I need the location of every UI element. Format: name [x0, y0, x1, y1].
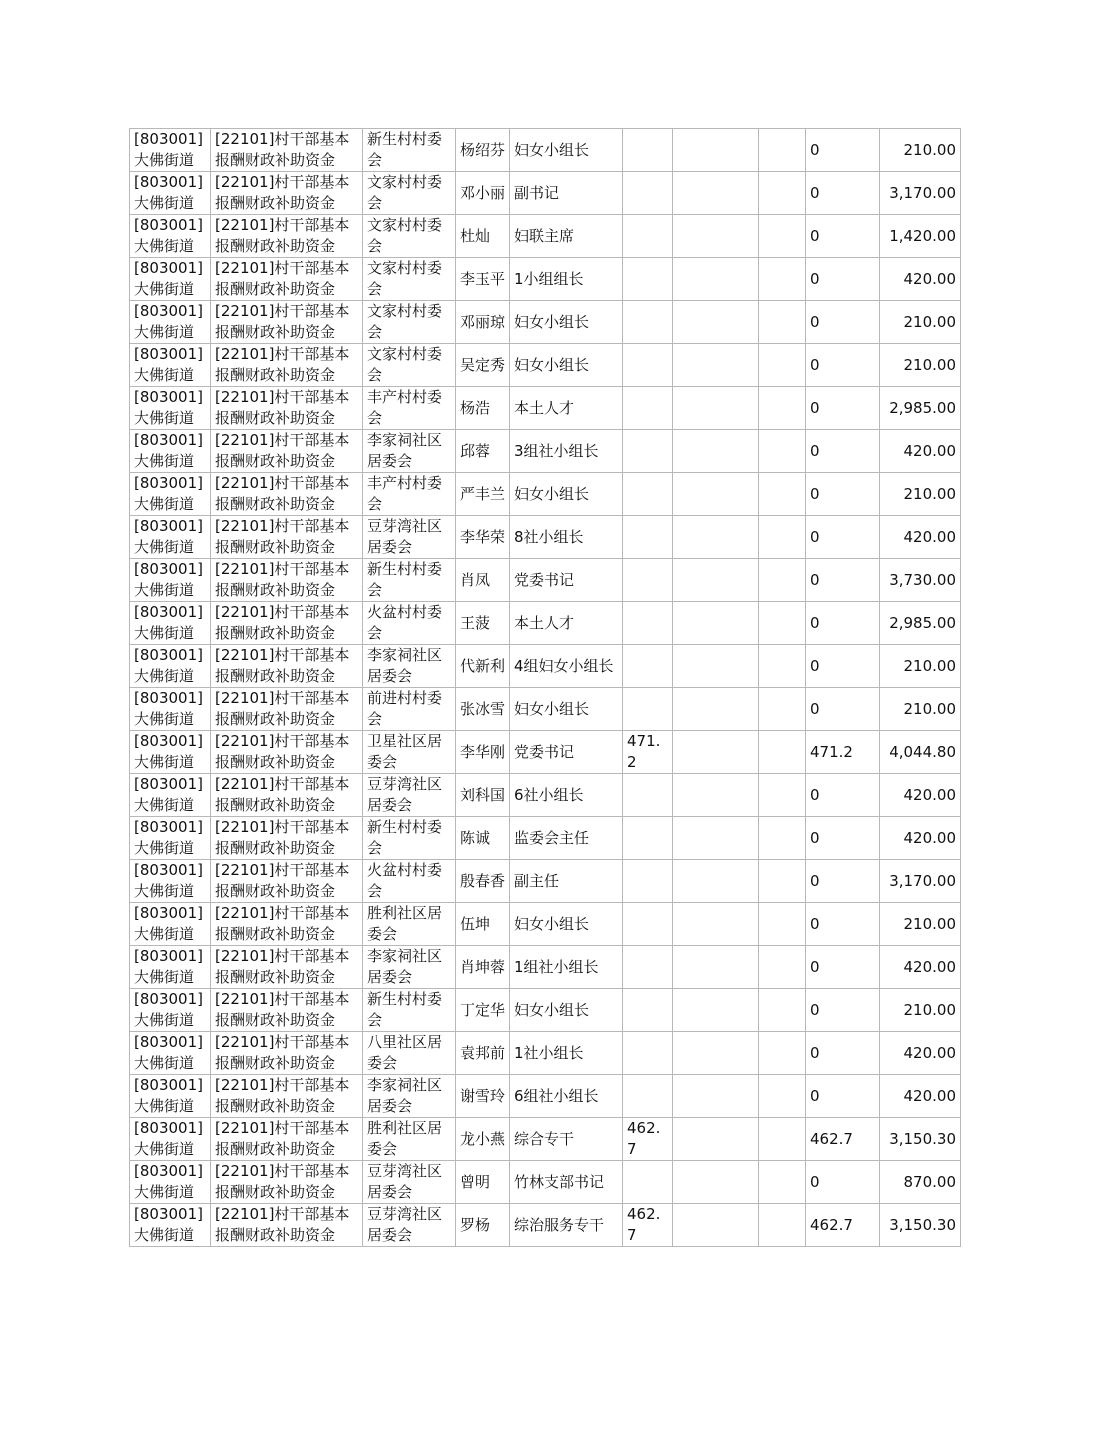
region-cell: [803001]大佛街道	[130, 129, 211, 172]
value-cell-6	[623, 688, 673, 731]
value-cell-6	[623, 129, 673, 172]
fund-cell: [22101]村干部基本报酬财政补助资金	[211, 559, 363, 602]
value-cell-7	[673, 1118, 759, 1161]
amount-cell: 3,170.00	[880, 172, 961, 215]
table-row	[130, 903, 961, 946]
region-cell: [803001]大佛街道	[130, 258, 211, 301]
amount-cell: 210.00	[880, 129, 961, 172]
value-cell-6	[623, 258, 673, 301]
name-cell: 陈诚	[456, 817, 510, 860]
region-cell: [803001]大佛街道	[130, 430, 211, 473]
value-cell-7	[673, 473, 759, 516]
table-row	[130, 645, 961, 688]
amount-cell: 210.00	[880, 473, 961, 516]
name-cell: 龙小燕	[456, 1118, 510, 1161]
name-cell: 王菠	[456, 602, 510, 645]
value-cell-7	[673, 387, 759, 430]
value-cell-8	[759, 860, 806, 903]
name-cell: 杨绍芬	[456, 129, 510, 172]
fund-cell: [22101]村干部基本报酬财政补助资金	[211, 344, 363, 387]
unit-cell: 李家祠社区居委会	[363, 946, 456, 989]
table-row	[130, 1204, 961, 1247]
unit-cell: 文家村村委会	[363, 215, 456, 258]
unit-cell: 豆芽湾社区居委会	[363, 774, 456, 817]
value-cell-7	[673, 215, 759, 258]
unit-cell: 丰产村村委会	[363, 387, 456, 430]
value-cell-8	[759, 1204, 806, 1247]
position-cell: 监委会主任	[510, 817, 623, 860]
fund-cell: [22101]村干部基本报酬财政补助资金	[211, 903, 363, 946]
amount-cell: 420.00	[880, 1032, 961, 1075]
table-row	[130, 774, 961, 817]
amount-cell: 420.00	[880, 946, 961, 989]
value-cell-9: 0	[806, 645, 880, 688]
position-cell: 3组社小组长	[510, 430, 623, 473]
value-cell-7	[673, 1032, 759, 1075]
region-cell: [803001]大佛街道	[130, 645, 211, 688]
name-cell: 代新利	[456, 645, 510, 688]
name-cell: 张冰雪	[456, 688, 510, 731]
unit-cell: 文家村村委会	[363, 301, 456, 344]
region-cell: [803001]大佛街道	[130, 344, 211, 387]
value-cell-7	[673, 774, 759, 817]
table-row	[130, 1118, 961, 1161]
value-cell-9: 0	[806, 215, 880, 258]
table-row	[130, 1161, 961, 1204]
value-cell-7	[673, 946, 759, 989]
value-cell-8	[759, 688, 806, 731]
value-cell-7	[673, 129, 759, 172]
value-cell-6: 462.7	[623, 1118, 673, 1161]
position-cell: 1社小组长	[510, 1032, 623, 1075]
value-cell-7	[673, 258, 759, 301]
fund-cell: [22101]村干部基本报酬财政补助资金	[211, 1032, 363, 1075]
table-row	[130, 1032, 961, 1075]
region-cell: [803001]大佛街道	[130, 989, 211, 1032]
amount-cell: 3,150.30	[880, 1118, 961, 1161]
table-row	[130, 387, 961, 430]
position-cell: 党委书记	[510, 731, 623, 774]
value-cell-9: 0	[806, 559, 880, 602]
value-cell-8	[759, 989, 806, 1032]
value-cell-7	[673, 559, 759, 602]
region-cell: [803001]大佛街道	[130, 774, 211, 817]
unit-cell: 豆芽湾社区居委会	[363, 1204, 456, 1247]
value-cell-6	[623, 344, 673, 387]
value-cell-6	[623, 559, 673, 602]
name-cell: 李华刚	[456, 731, 510, 774]
fund-cell: [22101]村干部基本报酬财政补助资金	[211, 387, 363, 430]
name-cell: 殷春香	[456, 860, 510, 903]
fund-cell: [22101]村干部基本报酬财政补助资金	[211, 129, 363, 172]
amount-cell: 420.00	[880, 516, 961, 559]
fund-cell: [22101]村干部基本报酬财政补助资金	[211, 172, 363, 215]
table-row	[130, 731, 961, 774]
value-cell-8	[759, 215, 806, 258]
value-cell-6: 462.7	[623, 1204, 673, 1247]
value-cell-8	[759, 344, 806, 387]
value-cell-6	[623, 301, 673, 344]
unit-cell: 李家祠社区居委会	[363, 645, 456, 688]
value-cell-9: 0	[806, 1161, 880, 1204]
value-cell-9: 0	[806, 989, 880, 1032]
amount-cell: 420.00	[880, 430, 961, 473]
value-cell-6	[623, 860, 673, 903]
value-cell-6	[623, 903, 673, 946]
unit-cell: 新生村村委会	[363, 129, 456, 172]
unit-cell: 文家村村委会	[363, 344, 456, 387]
value-cell-7	[673, 860, 759, 903]
value-cell-8	[759, 387, 806, 430]
value-cell-9: 0	[806, 258, 880, 301]
unit-cell: 胜利社区居委会	[363, 903, 456, 946]
unit-cell: 文家村村委会	[363, 258, 456, 301]
region-cell: [803001]大佛街道	[130, 516, 211, 559]
value-cell-9: 0	[806, 946, 880, 989]
amount-cell: 420.00	[880, 1075, 961, 1118]
region-cell: [803001]大佛街道	[130, 731, 211, 774]
value-cell-6	[623, 645, 673, 688]
unit-cell: 新生村村委会	[363, 559, 456, 602]
value-cell-9: 0	[806, 129, 880, 172]
unit-cell: 卫星社区居委会	[363, 731, 456, 774]
unit-cell: 胜利社区居委会	[363, 1118, 456, 1161]
value-cell-7	[673, 1075, 759, 1118]
position-cell: 4组妇女小组长	[510, 645, 623, 688]
region-cell: [803001]大佛街道	[130, 387, 211, 430]
unit-cell: 新生村村委会	[363, 989, 456, 1032]
amount-cell: 210.00	[880, 645, 961, 688]
position-cell: 综合专干	[510, 1118, 623, 1161]
table-row	[130, 172, 961, 215]
position-cell: 妇女小组长	[510, 989, 623, 1032]
position-cell: 妇女小组长	[510, 344, 623, 387]
name-cell: 杜灿	[456, 215, 510, 258]
value-cell-8	[759, 1118, 806, 1161]
unit-cell: 李家祠社区居委会	[363, 1075, 456, 1118]
value-cell-8	[759, 645, 806, 688]
value-cell-9: 0	[806, 860, 880, 903]
position-cell: 副主任	[510, 860, 623, 903]
amount-cell: 210.00	[880, 989, 961, 1032]
value-cell-7	[673, 301, 759, 344]
region-cell: [803001]大佛街道	[130, 473, 211, 516]
table-row	[130, 817, 961, 860]
fund-cell: [22101]村干部基本报酬财政补助资金	[211, 430, 363, 473]
amount-cell: 1,420.00	[880, 215, 961, 258]
position-cell: 妇女小组长	[510, 473, 623, 516]
amount-cell: 3,150.30	[880, 1204, 961, 1247]
value-cell-6	[623, 817, 673, 860]
region-cell: [803001]大佛街道	[130, 602, 211, 645]
region-cell: [803001]大佛街道	[130, 1204, 211, 1247]
name-cell: 肖凤	[456, 559, 510, 602]
value-cell-9: 0	[806, 387, 880, 430]
value-cell-8	[759, 602, 806, 645]
table-body	[130, 129, 961, 1247]
value-cell-7	[673, 989, 759, 1032]
unit-cell: 豆芽湾社区居委会	[363, 516, 456, 559]
table-row	[130, 516, 961, 559]
region-cell: [803001]大佛街道	[130, 301, 211, 344]
fund-cell: [22101]村干部基本报酬财政补助资金	[211, 774, 363, 817]
region-cell: [803001]大佛街道	[130, 688, 211, 731]
region-cell: [803001]大佛街道	[130, 559, 211, 602]
fund-cell: [22101]村干部基本报酬财政补助资金	[211, 602, 363, 645]
amount-cell: 210.00	[880, 301, 961, 344]
region-cell: [803001]大佛街道	[130, 172, 211, 215]
position-cell: 本土人才	[510, 387, 623, 430]
value-cell-6	[623, 387, 673, 430]
value-cell-8	[759, 129, 806, 172]
region-cell: [803001]大佛街道	[130, 817, 211, 860]
name-cell: 伍坤	[456, 903, 510, 946]
amount-cell: 3,730.00	[880, 559, 961, 602]
amount-cell: 210.00	[880, 344, 961, 387]
fund-cell: [22101]村干部基本报酬财政补助资金	[211, 946, 363, 989]
position-cell: 妇女小组长	[510, 129, 623, 172]
position-cell: 妇女小组长	[510, 688, 623, 731]
value-cell-7	[673, 172, 759, 215]
value-cell-9: 0	[806, 817, 880, 860]
position-cell: 竹林支部书记	[510, 1161, 623, 1204]
unit-cell: 火盆村村委会	[363, 860, 456, 903]
fund-cell: [22101]村干部基本报酬财政补助资金	[211, 1161, 363, 1204]
fund-cell: [22101]村干部基本报酬财政补助资金	[211, 215, 363, 258]
value-cell-9: 0	[806, 602, 880, 645]
amount-cell: 210.00	[880, 688, 961, 731]
fund-cell: [22101]村干部基本报酬财政补助资金	[211, 1118, 363, 1161]
unit-cell: 火盆村村委会	[363, 602, 456, 645]
name-cell: 袁邦前	[456, 1032, 510, 1075]
value-cell-7	[673, 903, 759, 946]
value-cell-6	[623, 516, 673, 559]
name-cell: 谢雪玲	[456, 1075, 510, 1118]
name-cell: 丁定华	[456, 989, 510, 1032]
value-cell-9: 0	[806, 344, 880, 387]
unit-cell: 豆芽湾社区居委会	[363, 1161, 456, 1204]
value-cell-9: 0	[806, 473, 880, 516]
value-cell-6	[623, 473, 673, 516]
table-row	[130, 559, 961, 602]
value-cell-9: 0	[806, 903, 880, 946]
table-row	[130, 860, 961, 903]
position-cell: 党委书记	[510, 559, 623, 602]
unit-cell: 丰产村村委会	[363, 473, 456, 516]
name-cell: 邱蓉	[456, 430, 510, 473]
name-cell: 刘科国	[456, 774, 510, 817]
position-cell: 本土人才	[510, 602, 623, 645]
fund-cell: [22101]村干部基本报酬财政补助资金	[211, 860, 363, 903]
unit-cell: 文家村村委会	[363, 172, 456, 215]
value-cell-7	[673, 1204, 759, 1247]
position-cell: 副书记	[510, 172, 623, 215]
name-cell: 邓小丽	[456, 172, 510, 215]
value-cell-9: 471.2	[806, 731, 880, 774]
value-cell-7	[673, 344, 759, 387]
name-cell: 严丰兰	[456, 473, 510, 516]
unit-cell: 八里社区居委会	[363, 1032, 456, 1075]
position-cell: 1组社小组长	[510, 946, 623, 989]
value-cell-8	[759, 1032, 806, 1075]
fund-cell: [22101]村干部基本报酬财政补助资金	[211, 258, 363, 301]
value-cell-8	[759, 817, 806, 860]
value-cell-6	[623, 430, 673, 473]
value-cell-6	[623, 1032, 673, 1075]
value-cell-8	[759, 301, 806, 344]
amount-cell: 870.00	[880, 1161, 961, 1204]
payment-table	[129, 128, 961, 1247]
value-cell-6	[623, 1161, 673, 1204]
region-cell: [803001]大佛街道	[130, 903, 211, 946]
value-cell-7	[673, 602, 759, 645]
position-cell: 6社小组长	[510, 774, 623, 817]
amount-cell: 2,985.00	[880, 602, 961, 645]
fund-cell: [22101]村干部基本报酬财政补助资金	[211, 817, 363, 860]
table-row	[130, 946, 961, 989]
fund-cell: [22101]村干部基本报酬财政补助资金	[211, 645, 363, 688]
position-cell: 妇联主席	[510, 215, 623, 258]
table-row	[130, 430, 961, 473]
fund-cell: [22101]村干部基本报酬财政补助资金	[211, 516, 363, 559]
value-cell-8	[759, 172, 806, 215]
value-cell-7	[673, 430, 759, 473]
table-row	[130, 989, 961, 1032]
unit-cell: 前进村村委会	[363, 688, 456, 731]
value-cell-6	[623, 602, 673, 645]
position-cell: 妇女小组长	[510, 903, 623, 946]
region-cell: [803001]大佛街道	[130, 215, 211, 258]
name-cell: 李华荣	[456, 516, 510, 559]
value-cell-6: 471.2	[623, 731, 673, 774]
value-cell-8	[759, 1075, 806, 1118]
table-row	[130, 1075, 961, 1118]
name-cell: 肖坤蓉	[456, 946, 510, 989]
amount-cell: 4,044.80	[880, 731, 961, 774]
name-cell: 杨浩	[456, 387, 510, 430]
value-cell-6	[623, 172, 673, 215]
fund-cell: [22101]村干部基本报酬财政补助资金	[211, 731, 363, 774]
amount-cell: 2,985.00	[880, 387, 961, 430]
value-cell-9: 0	[806, 688, 880, 731]
value-cell-9: 0	[806, 1075, 880, 1118]
value-cell-6	[623, 215, 673, 258]
region-cell: [803001]大佛街道	[130, 1075, 211, 1118]
region-cell: [803001]大佛街道	[130, 946, 211, 989]
name-cell: 曾明	[456, 1161, 510, 1204]
table-row	[130, 688, 961, 731]
region-cell: [803001]大佛街道	[130, 1032, 211, 1075]
position-cell: 综治服务专干	[510, 1204, 623, 1247]
value-cell-6	[623, 1075, 673, 1118]
value-cell-8	[759, 430, 806, 473]
position-cell: 1小组组长	[510, 258, 623, 301]
fund-cell: [22101]村干部基本报酬财政补助资金	[211, 1075, 363, 1118]
value-cell-9: 0	[806, 301, 880, 344]
unit-cell: 新生村村委会	[363, 817, 456, 860]
value-cell-8	[759, 1161, 806, 1204]
value-cell-9: 0	[806, 430, 880, 473]
name-cell: 邓丽琼	[456, 301, 510, 344]
value-cell-8	[759, 473, 806, 516]
value-cell-8	[759, 903, 806, 946]
value-cell-6	[623, 989, 673, 1032]
value-cell-7	[673, 688, 759, 731]
table-row	[130, 301, 961, 344]
name-cell: 吴定秀	[456, 344, 510, 387]
name-cell: 罗杨	[456, 1204, 510, 1247]
unit-cell: 李家祠社区居委会	[363, 430, 456, 473]
value-cell-7	[673, 1161, 759, 1204]
fund-cell: [22101]村干部基本报酬财政补助资金	[211, 688, 363, 731]
table-row	[130, 258, 961, 301]
region-cell: [803001]大佛街道	[130, 860, 211, 903]
value-cell-7	[673, 731, 759, 774]
amount-cell: 420.00	[880, 817, 961, 860]
value-cell-6	[623, 946, 673, 989]
value-cell-9: 462.7	[806, 1118, 880, 1161]
fund-cell: [22101]村干部基本报酬财政补助资金	[211, 1204, 363, 1247]
value-cell-9: 0	[806, 1032, 880, 1075]
position-cell: 8社小组长	[510, 516, 623, 559]
position-cell: 6组社小组长	[510, 1075, 623, 1118]
position-cell: 妇女小组长	[510, 301, 623, 344]
value-cell-7	[673, 516, 759, 559]
value-cell-8	[759, 731, 806, 774]
value-cell-7	[673, 645, 759, 688]
amount-cell: 420.00	[880, 258, 961, 301]
table-row	[130, 215, 961, 258]
table-row	[130, 344, 961, 387]
table-row	[130, 129, 961, 172]
table-row	[130, 473, 961, 516]
value-cell-9: 0	[806, 774, 880, 817]
value-cell-7	[673, 817, 759, 860]
value-cell-8	[759, 946, 806, 989]
name-cell: 李玉平	[456, 258, 510, 301]
amount-cell: 420.00	[880, 774, 961, 817]
value-cell-8	[759, 258, 806, 301]
value-cell-9: 0	[806, 516, 880, 559]
fund-cell: [22101]村干部基本报酬财政补助资金	[211, 473, 363, 516]
value-cell-9: 0	[806, 172, 880, 215]
value-cell-6	[623, 774, 673, 817]
amount-cell: 210.00	[880, 903, 961, 946]
value-cell-8	[759, 559, 806, 602]
table-row	[130, 602, 961, 645]
value-cell-9: 462.7	[806, 1204, 880, 1247]
fund-cell: [22101]村干部基本报酬财政补助资金	[211, 989, 363, 1032]
region-cell: [803001]大佛街道	[130, 1161, 211, 1204]
value-cell-8	[759, 516, 806, 559]
region-cell: [803001]大佛街道	[130, 1118, 211, 1161]
amount-cell: 3,170.00	[880, 860, 961, 903]
fund-cell: [22101]村干部基本报酬财政补助资金	[211, 301, 363, 344]
value-cell-8	[759, 774, 806, 817]
